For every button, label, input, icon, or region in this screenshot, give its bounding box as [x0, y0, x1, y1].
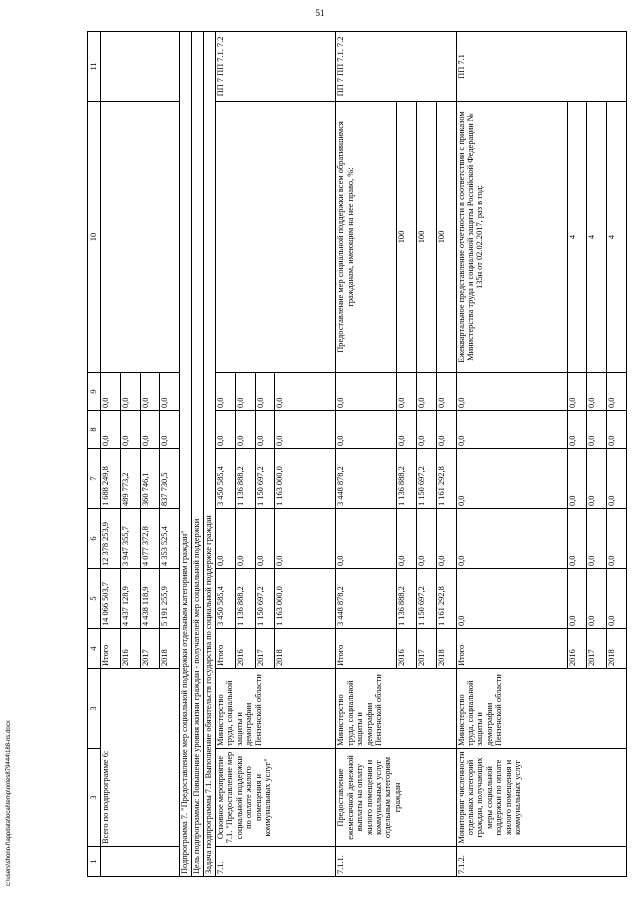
footer-path: c:\users\shorin-f\appdata\local\temp\notes879444\188-ns.docx [6, 720, 12, 886]
header-cell: 10 [88, 102, 101, 373]
total-row: Всего по подпрограмме 6: Итого 14 066 503,7 12 378 253,9 1 688 249,8 0,0 0,0 [101, 32, 121, 877]
entry-number: 7.1.1. [336, 847, 456, 877]
footer [6, 0, 14, 905]
entry-reference: ПП 7 ПП 7.1. 7.2 [336, 32, 456, 102]
header-cell: 3 [88, 669, 101, 749]
entry-row: 2018 1 163 000,0 0,0 1 163 000,0 0,0 0,0 [275, 32, 336, 877]
header-cell: 4 [88, 629, 101, 669]
entry-name: Предоставление ежемесячной денежной выплаты на оплату жилого помещения и коммунальных услуг отдельным категориям граждан [336, 749, 456, 847]
entry-indicator: Предоставление мер социальной поддержки всем обратившимся гражданам, имеющим на нее право, %: [336, 102, 397, 373]
total-label: Всего по подпрограмме 6: [101, 669, 180, 847]
subprogram-task: Задача подпрограммы 7.1. Выполнение обязательств государства по социальной поддержке граждан [204, 32, 216, 877]
indicator-value: 4 [607, 102, 627, 373]
header-cell: 3 [88, 749, 101, 847]
entry-row: 7.1.1. Предоставление ежемесячной денежной выплаты на оплату жилого помещения и коммунальных услуг отдельным категориям граждан Министерство труда, социальной защиты и демографии Пензенской области Итого 3 448 878,2 0,0 3 448 878,2 0,0 0,0 Предоставление мер социальной поддержки всем обратившимся гражданам, имеющим на нее право, %: ПП 7 ПП 7.1. 7.2 [336, 32, 397, 877]
goal-row [192, 32, 204, 877]
header-cell: 9 [88, 373, 101, 411]
entry-row: 2017 0,0 0,0 0,0 0,0 0,0 4 [587, 32, 607, 877]
total-row: 2016 4 437 128,9 3 947 355,7 489 773,2 0,0 0,0 [120, 32, 140, 877]
indicator-value: 4 [587, 102, 607, 373]
indicator-value: 100 [397, 102, 417, 373]
subprogram-goal: Цель подпрограммы: Повышение уровня жизни граждан - получателей мер социальной поддержки [192, 32, 204, 877]
entry-indicator [216, 102, 336, 373]
entry-row: 7.1. Основное мероприятие 7.1. "Предоставление мер социальной поддержки по оплате жилого помещения и коммунальных услуг" Министерство труда, социальной защиты и демографии Пензенской области Итого 3 450 585,4 0,0 3 450 585,4 0,0 0,0 ПП 7 ПП 7.1. 7.2 [216, 32, 236, 877]
header-cell: 7 [88, 449, 101, 509]
indicator-value: 100 [436, 102, 456, 373]
header-cell: 11 [88, 32, 101, 102]
header-row [88, 32, 101, 877]
subprogram-title-row [180, 32, 192, 877]
indicator-value: 4 [567, 102, 587, 373]
entry-row: 2017 1 150 697,2 0,0 1 150 697,2 0,0 0,0 100 [417, 32, 437, 877]
page-number: 51 [315, 8, 325, 18]
entry-row: 2017 1 150 697,2 0,0 1 150 697,2 0,0 0,0 [255, 32, 275, 877]
entry-indicator: Ежеквартальное представление отчетности в соответствии с приказом Министерства труда и социальной защиты Российской Федерации № 135н от 02.02.2017, раз в год: [456, 102, 567, 373]
entry-number: 7.1.2. [456, 847, 626, 877]
entry-reference: ПП 7 ПП 7.1. 7.2 [216, 32, 336, 102]
rotated-table-container [87, 32, 627, 877]
entry-row: 2018 1 161 292,8 0,0 1 161 292,8 0,0 0,0 100 [436, 32, 456, 877]
entry-row: 2016 1 136 888,2 0,0 1 136 888,2 0,0 0,0 100 [397, 32, 417, 877]
subprogram-title: Подпрограмма 7. "Предоставление мер социальной поддержки отдельным категориям граждан" [180, 32, 192, 877]
entry-name: Мониторинг численности отдельных категорий граждан, получающих меры социальной поддержки по оплате жилого помещения и коммунальных услуг [456, 749, 626, 847]
header-cell: 5 [88, 569, 101, 629]
total-row: 2017 4 438 118,9 4 077 372,8 360 746,1 0,0 0,0 [140, 32, 160, 877]
entry-reference: ПП 7.1 [456, 32, 626, 102]
entry-row: 2016 0,0 0,0 0,0 0,0 0,0 4 [567, 32, 587, 877]
entry-executor: Министерство труда, социальной защиты и демографии Пензенской области [216, 669, 336, 749]
program-table [87, 31, 627, 877]
entry-row: 2018 0,0 0,0 0,0 0,0 0,0 4 [607, 32, 627, 877]
indicator-value: 100 [417, 102, 437, 373]
entry-executor: Министерство труда, социальной защиты и демографии Пензенской области [336, 669, 456, 749]
entry-row: 2016 1 136 888,2 0,0 1 136 888,2 0,0 0,0 [235, 32, 255, 877]
entry-number: 7.1. [216, 847, 336, 877]
header-cell: 1 [88, 847, 101, 877]
header-cell: 6 [88, 509, 101, 569]
entry-executor: Министерство труда, социальной защиты и демографии Пензенской области [456, 669, 626, 749]
entry-name: Основное мероприятие 7.1. "Предоставление мер социальной поддержки по оплате жилого помещения и коммунальных услуг" [216, 749, 336, 847]
task-row [204, 32, 216, 877]
entry-row: 7.1.2. Мониторинг численности отдельных категорий граждан, получающих меры социальной поддержки по оплате жилого помещения и коммунальных услуг Министерство труда, социальной защиты и демографии Пензенской области Итого 0,0 0,0 0,0 0,0 0,0 Ежеквартальное представление отчетности в соответствии с приказом Министерства труда и социальной защиты Российской Федерации № 135н от 02.02.2017, раз в год: ПП 7.1 [456, 32, 567, 877]
total-row: 2018 5 191 255,9 4 353 525,4 837 730,5 0,0 0,0 [160, 32, 180, 877]
header-cell: 8 [88, 411, 101, 449]
